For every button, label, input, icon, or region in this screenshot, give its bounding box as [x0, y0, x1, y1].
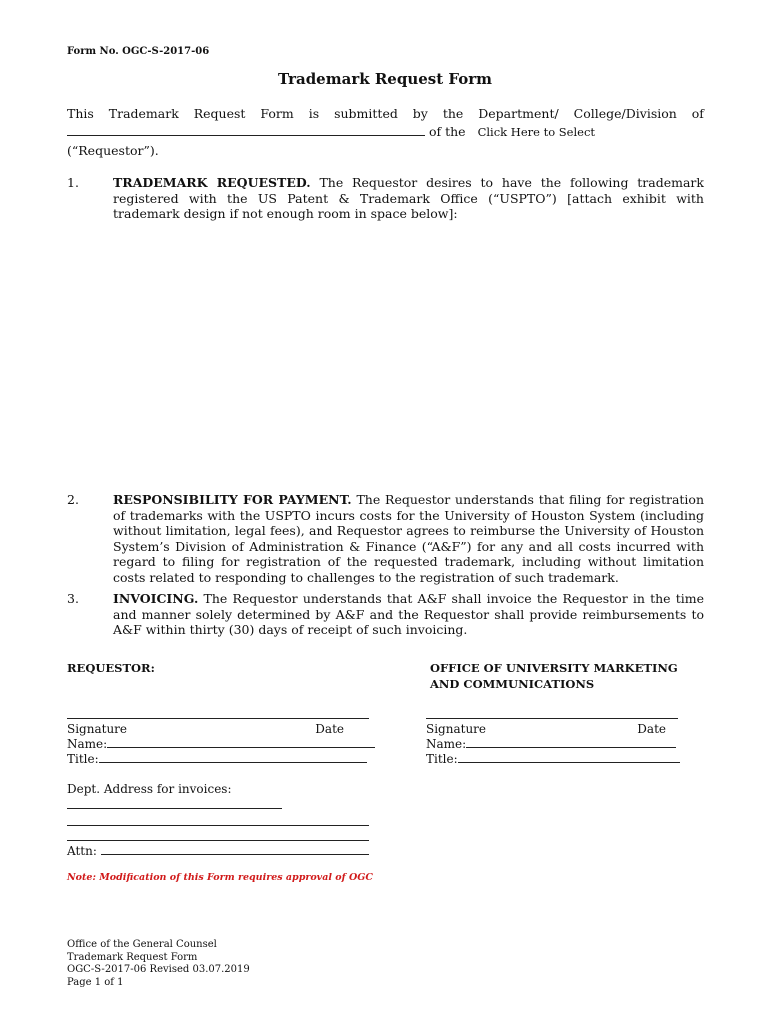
section-1-paragraph: [113, 175, 704, 222]
form-number: Form No. OGC-S-2017-06: [67, 46, 210, 57]
marketing-name-label: Name:: [426, 737, 467, 751]
section-2-text: The Requestor understands that filing for registration of trademarks with the USPTO incurs costs for the University of Houston System (including without limitation, legal fees), and Requestor agrees to reimburse the University of Houston System’s Division of Administration & Finance (“A&F”) for any and all costs incurred with regard to filing for registration of the requested trademark, including without limitation costs related to responding to challenges to the registration of such trademark.: [113, 492, 705, 585]
attn-row: [67, 844, 369, 858]
trademark-entry-area[interactable]: [113, 228, 704, 483]
intro-line: [67, 106, 704, 121]
marketing-date-label: Date: [637, 722, 666, 736]
marketing-signature-line[interactable]: [426, 718, 678, 719]
section-1-text: The Requestor desires to have the following trademark registered with the US Patent & Trademark Office (“USPTO”) [attach exhibit with trademark design if not enough room in space below]:: [113, 175, 704, 222]
requestor-name-field[interactable]: [107, 737, 375, 748]
footer-form-name: Trademark Request Form: [67, 951, 198, 963]
section-3-text: The Requestor understands that A&F shall invoice the Requestor in the time and manner solely determined by A&F and the Requestor shall provide reimbursements to A&F within thirty (30) days of receipt of such invoicing.: [113, 591, 704, 638]
marketing-office-heading-line2: AND COMMUNICATIONS: [430, 677, 595, 691]
intro-word: Trademark: [108, 106, 179, 121]
footer-revision: OGC-S-2017-06 Revised 03.07.2019: [67, 964, 250, 975]
modification-note: Note: Modification of this Form requires approval of OGC: [67, 872, 373, 883]
dept-address-line-1[interactable]: [67, 808, 282, 809]
marketing-title-row: [426, 752, 680, 766]
footer: [67, 939, 250, 989]
requestor-label: (“Requestor”).: [67, 143, 159, 158]
page-title: Trademark Request Form: [278, 70, 492, 88]
department-line: [67, 124, 597, 139]
intro-word: of: [691, 106, 704, 121]
section-2-paragraph: [113, 492, 704, 586]
requestor-signature-row: [67, 722, 344, 736]
requestor-date-label: Date: [315, 722, 344, 736]
attn-label: Attn:: [67, 844, 97, 858]
requestor-title-field[interactable]: [99, 752, 367, 763]
marketing-office-heading-line1: OFFICE OF UNIVERSITY MARKETING: [430, 661, 678, 675]
section-1-heading: TRADEMARK REQUESTED.: [113, 175, 311, 190]
section-1-number: 1.: [67, 175, 79, 190]
footer-office: Office of the General Counsel: [67, 939, 217, 950]
section-3-number: 3.: [67, 591, 79, 606]
dept-address-label: Dept. Address for invoices:: [67, 782, 232, 796]
intro-word: College/Division: [573, 106, 677, 121]
footer-page-number: Page 1 of 1: [67, 976, 124, 988]
intro-word: is: [308, 106, 320, 121]
section-2-number: 2.: [67, 492, 79, 507]
intro-word: Department/: [478, 106, 559, 121]
section-3-paragraph: [113, 591, 704, 638]
section-2-heading: RESPONSIBILITY FOR PAYMENT.: [113, 492, 352, 507]
intro-word: submitted: [334, 106, 398, 121]
marketing-name-field[interactable]: [466, 737, 676, 748]
intro-word: Request: [193, 106, 246, 121]
marketing-name-row: [426, 737, 676, 751]
of-the-label: of the: [428, 124, 466, 139]
requestor-signature-line[interactable]: [67, 718, 369, 719]
requestor-signature-label: Signature: [67, 722, 128, 736]
requestor-title-label: Title:: [67, 752, 99, 766]
attn-field[interactable]: [101, 844, 369, 855]
intro-word: This: [67, 106, 94, 121]
intro-word: by: [412, 106, 428, 121]
marketing-title-label: Title:: [426, 752, 458, 766]
requestor-name-row: [67, 737, 375, 751]
dept-address-line-2[interactable]: [67, 825, 369, 826]
marketing-signature-label: Signature: [426, 722, 487, 736]
dept-address-line-3[interactable]: [67, 840, 369, 841]
marketing-office-heading: [430, 660, 678, 692]
section-3-heading: INVOICING.: [113, 591, 199, 606]
requestor-heading: REQUESTOR:: [67, 661, 155, 675]
requestor-title-row: [67, 752, 367, 766]
intro-word: Form: [260, 106, 294, 121]
division-select[interactable]: Click Here to Select: [477, 125, 596, 139]
marketing-signature-row: [426, 722, 666, 736]
requestor-name-label: Name:: [67, 737, 108, 751]
intro-word: the: [442, 106, 464, 121]
marketing-title-field[interactable]: [458, 752, 680, 763]
department-input[interactable]: [67, 125, 425, 136]
